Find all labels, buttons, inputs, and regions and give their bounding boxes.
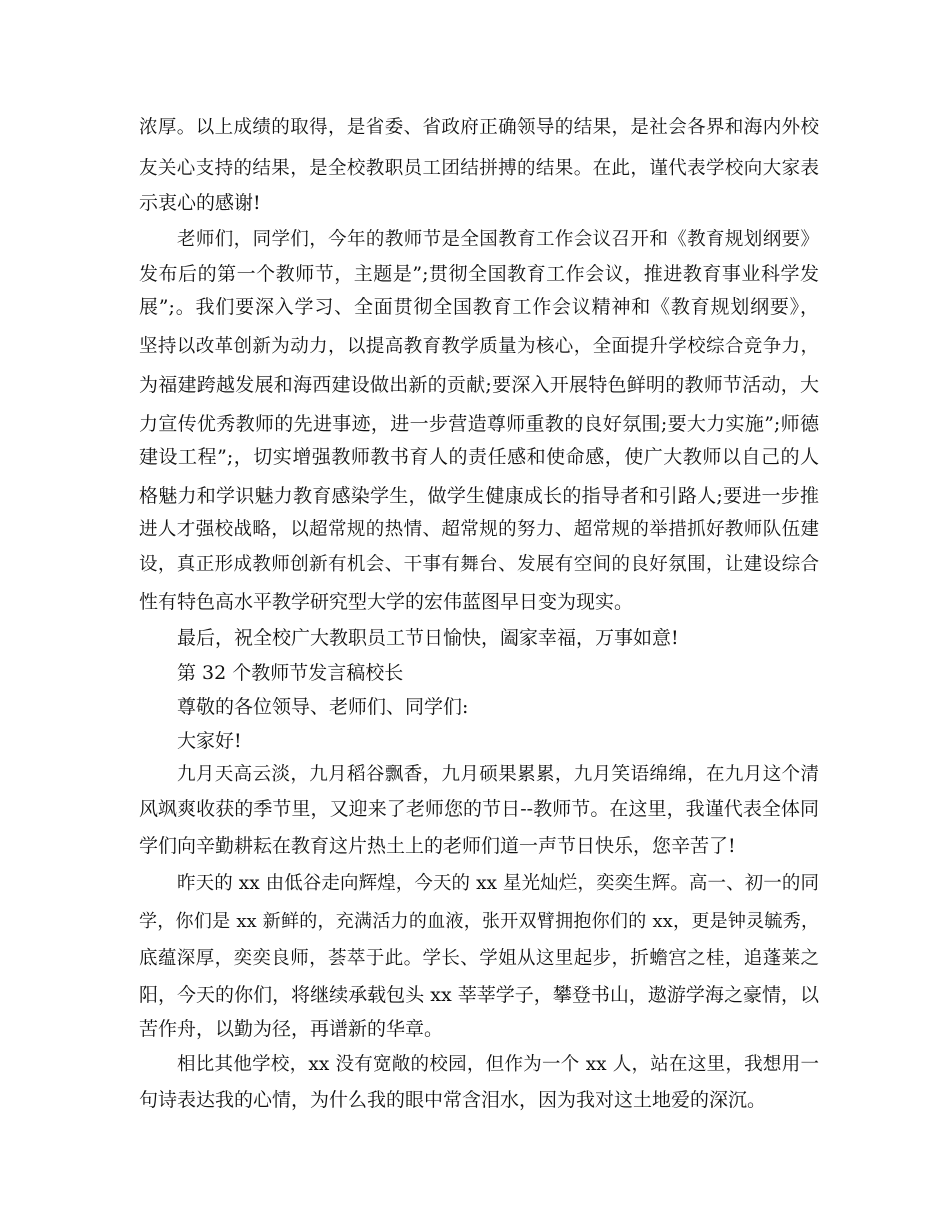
paragraph-first-line: 相比其他学校，xx 没有宽敞的校园，但作为一个 xx 人，站在这里，我想用一 — [177, 1054, 819, 1075]
text-line: 坚持以改革创新为动力，以提高教育教学质量为核心，全面提升学校综合竞争力， — [139, 336, 819, 357]
text-line: 发布后的第一个教师节，主题是”;贯彻全国教育工作会议，推进教育事业科学发 — [139, 263, 819, 285]
greeting: 大家好! — [177, 730, 242, 752]
text-line: 为福建跨越发展和海西建设做出新的贡献;要深入开展特色鲜明的教师节活动，大 — [139, 374, 819, 396]
text-line: 示衷心的感谢! — [139, 192, 261, 214]
text-line: 性有特色高水平教学研究型大学的宏伟蓝图早日变为现实。 — [139, 591, 634, 613]
text-line: 苦作舟，以勤为径，再谱新的华章。 — [139, 1018, 444, 1040]
text-line: 力宣传优秀教师的先进事迹，进一步营造尊师重教的良好氛围;要大力实施”;师德 — [139, 413, 819, 435]
salutation: 尊敬的各位领导、老师们、同学们: — [177, 696, 469, 718]
text-line: 句诗表达我的心情，为什么我的眼中常含泪水，因为我对这土地爱的深沉。 — [139, 1089, 767, 1111]
text-line: 浓厚。以上成绩的取得，是省委、省政府正确领导的结果，是社会各界和海内外校 — [139, 117, 819, 138]
text-line: 风飒爽收获的季节里，又迎来了老师您的节日--教师节。在这里，我谨代表全体同 — [139, 798, 819, 820]
paragraph-first-line: 九月天高云淡，九月稻谷飘香，九月硕果累累，九月笑语绵绵，在九月这个清 — [177, 764, 819, 785]
text-line: 展”;。我们要深入学习、全面贯彻全国教育工作会议精神和《教育规划纲要》， — [139, 296, 819, 318]
text-line: 底蕴深厚，奕奕良师，荟萃于此。学长、学姐从这里起步，折蟾宫之桂，追蓬莱之 — [139, 948, 819, 969]
paragraph-first-line: 最后，祝全校广大教职员工节日愉快，阖家幸福，万事如意! — [177, 627, 679, 649]
paragraph-first-line: 昨天的 xx 由低谷走向辉煌，今天的 xx 星光灿烂，奕奕生辉。高一、初一的同 — [177, 873, 819, 894]
text-line: 进人才强校战略，以超常规的热情、超常规的努力、超常规的举措抓好教师队伍建 — [139, 519, 819, 540]
text-line: 设，真正形成教师创新有机会、干事有舞台、发展有空间的良好氛围，让建设综合 — [139, 554, 819, 575]
paragraph-first-line: 老师们，同学们，今年的教师节是全国教育工作会议召开和《教育规划纲要》 — [177, 229, 819, 250]
text-line: 格魅力和学识魅力教育感染学生，做学生健康成长的指导者和引路人;要进一步推 — [139, 485, 819, 507]
text-line: 学，你们是 xx 新鲜的，充满活力的血液，张开双臂拥抱你们的 xx，更是钟灵毓秀， — [139, 911, 819, 932]
section-heading: 第 32 个教师节发言稿校长 — [177, 662, 404, 684]
text-line: 学们向辛勤耕耘在教育这片热土上的老师们道一声节日快乐，您辛苦了! — [139, 835, 736, 857]
text-line: 友关心支持的结果，是全校教职员工团结拼搏的结果。在此，谨代表学校向大家表 — [139, 158, 819, 179]
text-line: 建设工程”;，切实增强教师教书育人的责任感和使命感，使广大教师以自己的人 — [139, 446, 819, 468]
text-line: 阳，今天的你们，将继续承载包头 xx 莘莘学子，攀登书山，遨游学海之豪情，以 — [139, 984, 819, 1006]
